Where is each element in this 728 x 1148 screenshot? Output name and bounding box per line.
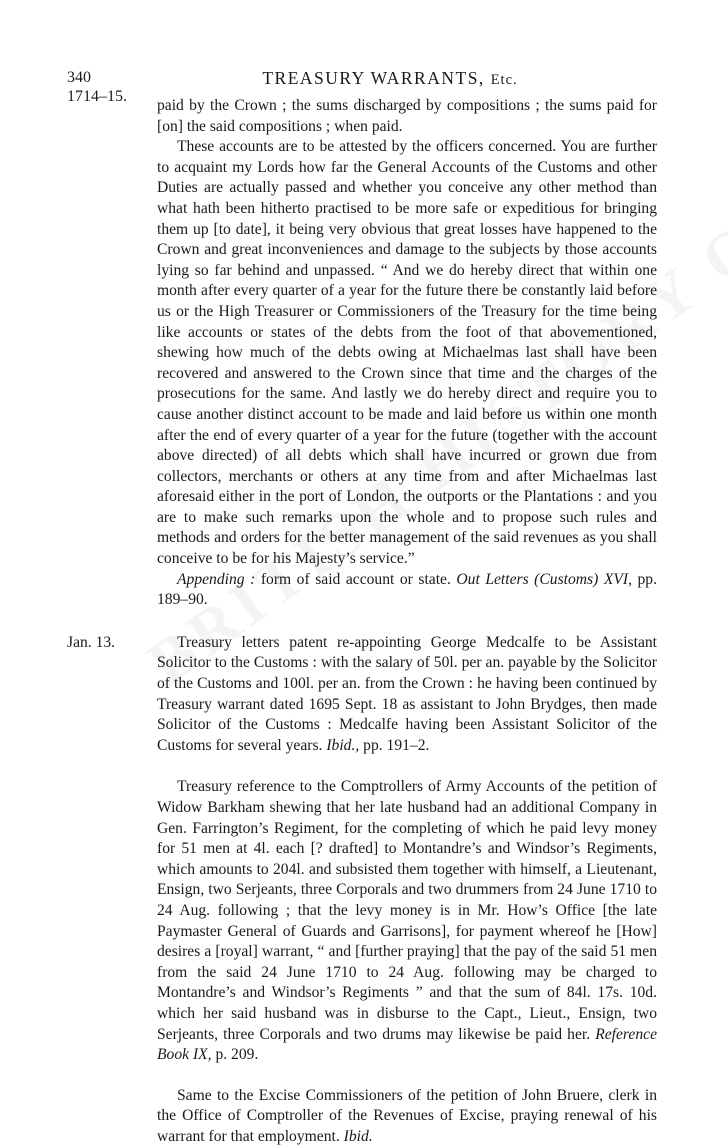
appending-text: form of said account or state. xyxy=(255,570,457,588)
entry-pages: pp. 191–2. xyxy=(359,736,430,754)
entry-text xyxy=(157,1086,657,1148)
entry-text xyxy=(157,633,657,757)
running-head-main: TREASURY WARRANTS, xyxy=(262,68,485,88)
entry-body: Treasury reference to the Comptrollers of Army Accounts of the petition of Widow Barkham shewing that her late husband had an additional Company in Gen. Farrington’s Regiment, for the completing of which he paid levy money for 51 men at 4l. each [? drafted] to Montandre’s and Windsor’s Regiments, which amounts to 204l. and subsisted them together with himself, a Lieutenant, Ensign, two Serjeants, three Corporals and two drummers from 24 June 1710 to 24 Aug. following ; that the levy money is in Mr. How’s Office [the late Paymaster General of Guards and Garrisons], for payment whereof he [How] desires a [royal] warrant, “ and [further praying] that the pay of the said 51 men from the said 24 June 1710 to 24 Aug. following may be charged to Montandre’s and Windsor’s Regiments ” and that the sum of 84l. 17s. 10d. which her said husband was in disburse to the Capt., Lieut., Ensign, two Serjeants, three Corporals and two drums may likewise be paid her. xyxy=(157,778,657,1043)
paragraph-accounts: These accounts are to be attested by the officers concerned. You are further to acquaint my Lords how far the General Accounts of the Customs and other Duties are actually passed and whether you conceive any other method than what hath been hitherto practised to be more safe or expeditious for bringing them up [to date], it being very obvious that great losses have happened to the Crown and great inconveniences and damage to the subjects by those accounts lying so far behind and unpassed. “ And we do hereby direct that within one month after every quarter of a year for the future there be constantly laid before us or the High Treasurer or Commissioners of the Treasury for the time being like accounts or states of the debts from the foot of that abovementioned, shewing how much of the debts owing at Michaelmas last shall have been recovered and answered to the Crown since that time and the charges of the prosecutions for the same. And lastly we do hereby direct and require you to cause another distinct account to be made and laid before us within one month after the end of every quarter of a year for the future (together with the account above directed) of all debts which shall have incurred or grown due from collectors, merchants or others at any time from and after Michaelmas last aforesaid either in the port of London, the outports or the Plantations : and you are to make such remarks upon the whole and to propose such rules and methods and orders for the better management of the said revenues as you shall conceive to be for his Majesty’s service.” xyxy=(157,138,657,568)
entry-body: Same to the Excise Commissioners of the petition of John Bruere, clerk in the Office of Comptroller of the Revenues of Excise, praying renewal of his warrant for that employment. xyxy=(157,1086,657,1145)
appending-pages: pp. 189–90. xyxy=(157,570,657,609)
margin-years: 1714–15. xyxy=(67,88,127,105)
entry-barkham xyxy=(157,777,657,1065)
appending-lead: Appending : xyxy=(177,570,256,588)
entry-ref: Ibid. xyxy=(343,1127,373,1145)
appending-ref: Out Letters (Customs) XVI, xyxy=(456,570,632,588)
running-head-etc: Etc. xyxy=(490,72,518,88)
running-head xyxy=(150,68,630,89)
entry-bruere xyxy=(157,1086,657,1148)
entry-pages: p. 209. xyxy=(211,1046,259,1064)
paragraph-continuation: paid by the Crown ; the sums discharged by compositions ; the sums paid for [on] the said compositions ; when paid. xyxy=(157,97,657,135)
entry-medcalfe xyxy=(67,633,657,757)
entry-body: Treasury letters patent re-appointing George Medcalfe to be Assistant Solicitor to the Customs : with the salary of 50l. per an. payable by the Solicitor of the Customs and 100l. per an. from the Crown : he having been continued by Treasury warrant dated 1695 Sept. 18 as assistant to John Brydges, then made Solicitor of the Customs : Medcalfe having been Assistant Solicitor of the Customs for several years. xyxy=(157,633,657,754)
entry-ref: Reference Book IX, xyxy=(157,1025,657,1064)
page-number: 340 xyxy=(67,69,91,86)
margin-date: Jan. 13. xyxy=(67,633,116,651)
entry-ref: Ibid., xyxy=(326,736,360,754)
paragraph-appending xyxy=(157,570,657,611)
entry-text xyxy=(157,777,657,1065)
